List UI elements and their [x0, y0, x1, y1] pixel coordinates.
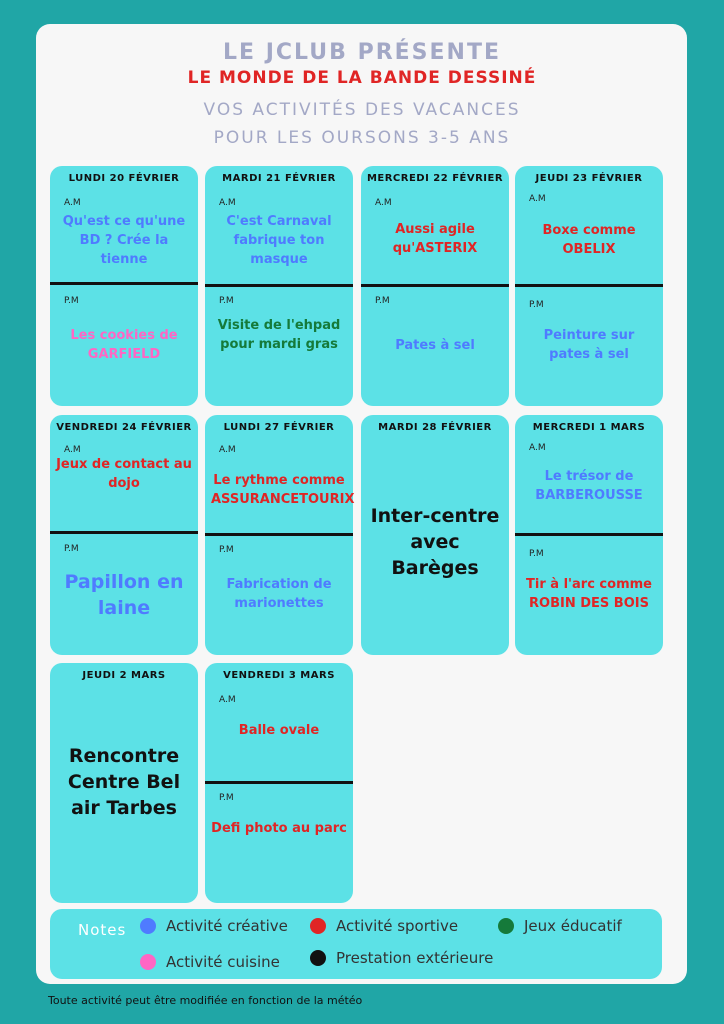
day-title: LUNDI 20 FÉVRIER: [68, 173, 180, 184]
notes-legend: [50, 909, 662, 979]
pm-label: P.M: [375, 296, 390, 306]
day-card-vendredi-24: [50, 415, 198, 655]
am-pm-divider: [50, 531, 198, 534]
legend-item-cooking: [140, 953, 280, 971]
pm-activity: Pates à sel: [395, 338, 475, 353]
header-presenter: LE JCLUB PRÉSENTE: [223, 40, 501, 65]
am-pm-divider: [361, 284, 509, 287]
full-day-activity: Inter-centre avec Barèges: [370, 505, 500, 579]
am-activity: Le rythme comme ASSURANCETOURIX: [211, 473, 355, 507]
day-title: MERCREDI 22 FÉVRIER: [366, 173, 504, 184]
notes-title: Notes: [78, 921, 127, 939]
legend-item-educational: [498, 917, 622, 935]
am-label: A.M: [375, 198, 392, 208]
am-activity: Le trésor de BARBEROUSSE: [535, 469, 643, 503]
legend-label: Prestation extérieure: [336, 949, 494, 967]
am-label: A.M: [529, 194, 546, 204]
pm-label: P.M: [64, 544, 79, 554]
black-dot-icon: [310, 950, 326, 966]
day-title: MARDI 28 FÉVRIER: [378, 422, 492, 433]
legend-label: Activité sportive: [336, 917, 459, 935]
am-pm-divider: [515, 533, 663, 536]
day-card-lundi-27: [205, 415, 353, 655]
legend-item-creative: [140, 917, 288, 935]
pm-activity: Papillon en laine: [64, 571, 184, 619]
day-title: MERCREDI 1 MARS: [532, 422, 646, 433]
full-day-activity: Rencontre Centre Bel air Tarbes: [67, 745, 181, 819]
blue-dot-icon: [140, 918, 156, 934]
day-title: MARDI 21 FÉVRIER: [222, 173, 336, 184]
green-dot-icon: [498, 918, 514, 934]
day-card-mercredi-22: [361, 166, 509, 406]
day-title: VENDREDI 3 MARS: [223, 670, 335, 681]
am-pm-divider: [205, 533, 353, 536]
am-activity: Qu'est ce qu'une BD ? Crée la tienne: [62, 214, 186, 267]
day-card-jeudi-23: [515, 166, 663, 406]
am-pm-divider: [205, 284, 353, 287]
day-title: JEUDI 23 FÉVRIER: [535, 173, 643, 184]
am-activity: Jeux de contact au dojo: [56, 457, 192, 491]
header-subtitle: VOS ACTIVITÉS DES VACANCES: [203, 100, 521, 120]
day-card-mercredi-1: [515, 415, 663, 655]
header-audience: POUR LES OURSONS 3-5 ANS: [213, 128, 511, 148]
legend-label: Jeux éducatif: [524, 917, 622, 935]
pink-dot-icon: [140, 954, 156, 970]
am-label: A.M: [64, 445, 81, 455]
am-label: A.M: [219, 445, 236, 455]
pm-activity: Fabrication de marionettes: [226, 577, 332, 611]
day-card-vendredi-3: [205, 663, 353, 903]
day-card-mardi-28: [361, 415, 509, 655]
pm-activity: Les cookies de GARFIELD: [70, 328, 178, 362]
day-title: LUNDI 27 FÉVRIER: [223, 422, 335, 433]
red-dot-icon: [310, 918, 326, 934]
pm-label: P.M: [219, 296, 234, 306]
legend-item-sport: [310, 917, 458, 935]
am-pm-divider: [50, 282, 198, 285]
legend-item-external: [310, 949, 493, 967]
legend-label: Activité créative: [166, 917, 288, 935]
am-label: A.M: [64, 198, 81, 208]
day-title: VENDREDI 24 FÉVRIER: [56, 422, 192, 433]
day-card-lundi-20: [50, 166, 198, 406]
am-label: A.M: [529, 443, 546, 453]
pm-label: P.M: [64, 296, 79, 306]
pm-activity: Peinture sur pates à sel: [543, 328, 635, 362]
am-label: A.M: [219, 695, 236, 705]
am-label: A.M: [219, 198, 236, 208]
day-title: JEUDI 2 MARS: [82, 670, 166, 681]
am-activity: Balle ovale: [238, 723, 320, 738]
pm-activity: Defi photo au parc: [211, 821, 347, 836]
am-activity: Aussi agile qu'ASTERIX: [392, 222, 478, 256]
pm-label: P.M: [219, 545, 234, 555]
pm-label: P.M: [219, 793, 234, 803]
pm-label: P.M: [529, 300, 544, 310]
am-pm-divider: [205, 781, 353, 784]
pm-activity: Visite de l'ehpad pour mardi gras: [217, 318, 341, 352]
pm-activity: Tir à l'arc comme ROBIN DES BOIS: [526, 577, 652, 611]
am-activity: Boxe comme OBELIX: [542, 223, 636, 257]
footer-note: Toute activité peut être modifiée en fonction de la météo: [48, 994, 363, 1007]
legend-label: Activité cuisine: [166, 953, 280, 971]
header-theme: LE MONDE DE LA BANDE DESSINÉ: [187, 68, 537, 88]
am-activity: C'est Carnaval fabrique ton masque: [226, 214, 332, 267]
day-card-jeudi-2: [50, 663, 198, 903]
am-pm-divider: [515, 284, 663, 287]
pm-label: P.M: [529, 549, 544, 559]
day-card-mardi-21: [205, 166, 353, 406]
